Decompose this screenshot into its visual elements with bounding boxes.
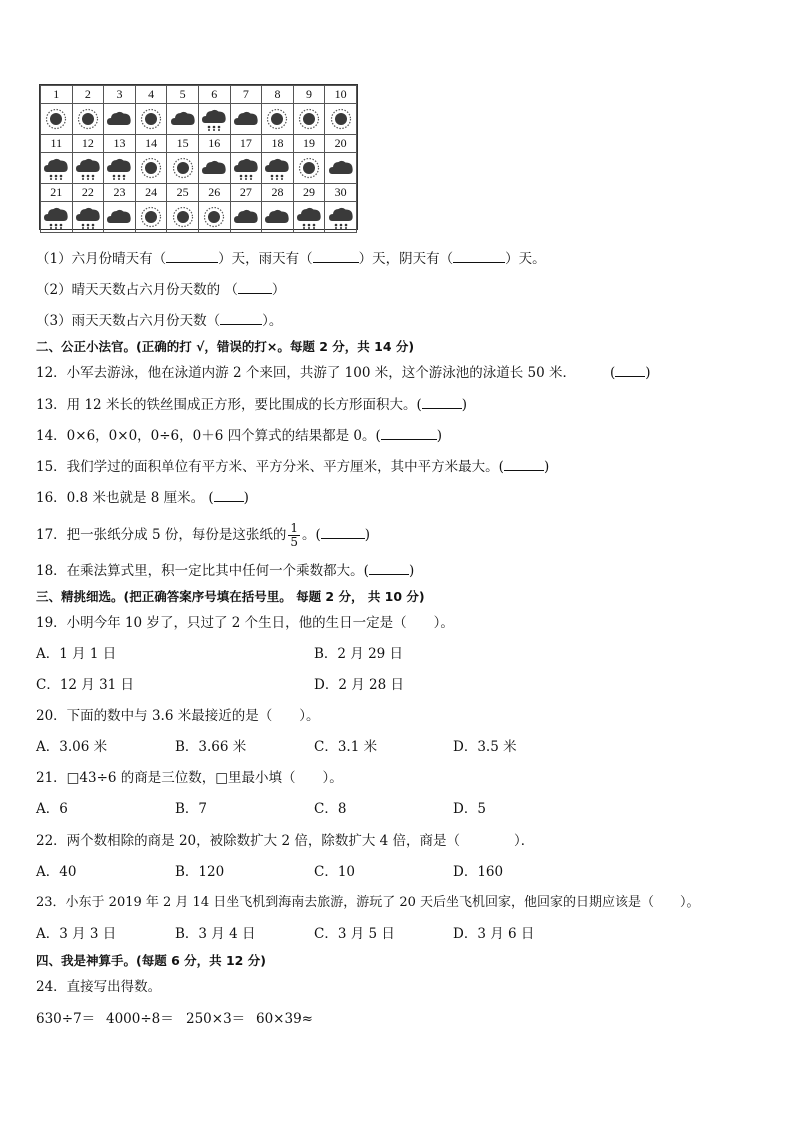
answer-blank[interactable]	[504, 458, 544, 471]
rainy-icon	[262, 153, 294, 184]
answer-blank[interactable]	[166, 250, 218, 263]
q11-part2	[36, 281, 285, 299]
q22-option-b[interactable]: B．120	[175, 864, 225, 880]
q14-text: 14．0×6，0×0，0÷6，0＋6 四个算式的结果都是 0。(	[36, 428, 381, 444]
answer-blank[interactable]	[381, 427, 437, 440]
calendar-day-number: 19	[293, 135, 325, 153]
cloudy-icon	[104, 104, 136, 135]
calendar-day-number: 29	[293, 184, 325, 202]
calc-item: 60×39≈	[256, 1011, 313, 1027]
q18	[36, 562, 414, 580]
section4-heading: 四、我是神算手。(每题 6 分，共 12 分)	[36, 953, 266, 968]
calendar-day-number: 5	[167, 86, 199, 104]
q17	[36, 520, 370, 550]
cloudy-icon	[262, 202, 294, 233]
calc-item: 4000÷8＝	[106, 1011, 174, 1027]
q12	[36, 364, 651, 382]
q21-option-a[interactable]: A．6	[36, 801, 68, 817]
q18-text: 18．在乘法算式里，积一定比其中任何一个乘数都大。(	[36, 563, 369, 579]
weather-calendar-table	[40, 85, 357, 233]
calendar-day-number: 10	[325, 86, 357, 104]
cloudy-icon	[198, 153, 230, 184]
q15-text: 15．我们学过的面积单位有平方米、平方分米、平方厘米，其中平方米最大。(	[36, 459, 504, 475]
sunny-icon	[135, 104, 167, 135]
sunny-icon	[135, 202, 167, 233]
q20-option-b[interactable]: B．3.66 米	[175, 739, 247, 755]
answer-blank[interactable]	[369, 562, 409, 575]
q11-part3-text-b: ）。	[262, 313, 283, 329]
q11-part1	[36, 250, 546, 268]
rainy-icon	[72, 153, 104, 184]
q24: 24．直接写出得数。	[36, 979, 162, 995]
rainy-icon	[293, 202, 325, 233]
sunny-icon	[293, 153, 325, 184]
q23: 23．小东于 2019 年 2 月 14 日坐飞机到海南去旅游，游玩了 20 天后坐飞机回家，他回家的日期应该是（ ）。	[36, 895, 700, 910]
rainy-icon	[41, 202, 73, 233]
calendar-day-number: 4	[135, 86, 167, 104]
calendar-day-number: 24	[135, 184, 167, 202]
section3-heading: 三、精挑细选。(把正确答案序号填在括号里。 每题 2 分， 共 10 分)	[36, 589, 425, 604]
q13	[36, 396, 467, 414]
q11-part2-text-a: （2）晴天天数占六月份天数的 （	[36, 282, 238, 298]
q15-paren-close: )	[543, 459, 550, 475]
calendar-day-number: 17	[230, 135, 262, 153]
q14-paren-close: )	[436, 428, 443, 444]
sunny-icon	[72, 104, 104, 135]
q15	[36, 458, 549, 476]
answer-blank[interactable]	[313, 250, 359, 263]
rainy-icon	[104, 153, 136, 184]
q21-option-b[interactable]: B．7	[175, 801, 208, 817]
answer-blank[interactable]	[615, 364, 645, 377]
q19-option-b[interactable]: B．2 月 29 日	[314, 646, 404, 662]
q14	[36, 427, 442, 445]
sunny-icon	[262, 104, 294, 135]
q12-paren-close: )	[645, 365, 651, 381]
calendar-day-number: 13	[104, 135, 136, 153]
q19-option-d[interactable]: D．2 月 28 日	[314, 677, 404, 693]
calendar-day-number: 20	[325, 135, 357, 153]
q17-paren-open: 。(	[302, 527, 321, 543]
q11-part1-text-a: （1）六月份晴天有（	[36, 251, 167, 267]
calendar-day-number: 27	[230, 184, 262, 202]
q12-paren-open: (	[609, 365, 616, 381]
weather-calendar	[39, 84, 358, 230]
calendar-day-number: 14	[135, 135, 167, 153]
q11-part1-text-c: ）天，阴天有（	[358, 251, 454, 267]
q23-option-c[interactable]: C．3 月 5 日	[314, 926, 395, 942]
q11-part1-text-d: ）天。	[505, 251, 546, 267]
calendar-day-number: 6	[198, 86, 230, 104]
answer-blank[interactable]	[220, 312, 262, 325]
q18-paren-close: )	[408, 563, 415, 579]
sunny-icon	[135, 153, 167, 184]
calendar-day-number: 7	[230, 86, 262, 104]
rainy-icon	[198, 104, 230, 135]
sunny-icon	[167, 202, 199, 233]
q21-option-c[interactable]: C．8	[314, 801, 347, 817]
q19-option-c[interactable]: C．12 月 31 日	[36, 677, 135, 693]
q21-option-d[interactable]: D．5	[453, 801, 486, 817]
q11-part1-text-b: ）天，雨天有（	[218, 251, 313, 267]
fraction-numerator: 1	[290, 521, 298, 535]
q17-text: 17．把一张纸分成 5 份，每份是这张纸的	[36, 527, 287, 543]
sunny-icon	[293, 104, 325, 135]
calendar-day-number: 9	[293, 86, 325, 104]
sunny-icon	[167, 153, 199, 184]
answer-blank[interactable]	[453, 250, 505, 263]
calendar-day-number: 12	[72, 135, 104, 153]
calendar-day-number: 23	[104, 184, 136, 202]
fraction-denominator: 5	[290, 535, 298, 549]
calendar-day-number: 22	[72, 184, 104, 202]
q22-option-a[interactable]: A．40	[36, 864, 77, 880]
q11-part2-text-b: ）	[271, 282, 286, 298]
q22-option-d[interactable]: D．160	[453, 864, 504, 880]
q16-text: 16．0.8 米也就是 8 厘米。 (	[36, 490, 214, 506]
calendar-day-number: 1	[41, 86, 73, 104]
q21: 21．□43÷6 的商是三位数，□里最小填（ ）。	[36, 770, 343, 786]
sunny-icon	[325, 104, 357, 135]
q23-option-d[interactable]: D．3 月 6 日	[453, 926, 535, 942]
calendar-day-number: 11	[41, 135, 73, 153]
rainy-icon	[41, 153, 73, 184]
q13-paren-close: )	[461, 397, 467, 413]
q20-option-d[interactable]: D．3.5 米	[453, 739, 517, 755]
section2-heading: 二、公正小法官。(正确的打 √，错误的打×。每题 2 分，共 14 分)	[36, 339, 415, 354]
cloudy-icon	[230, 104, 262, 135]
q22-option-c[interactable]: C．10	[314, 864, 356, 880]
q23-option-a[interactable]: A．3 月 3 日	[36, 926, 117, 942]
calendar-day-number: 21	[41, 184, 73, 202]
answer-blank[interactable]	[321, 526, 365, 539]
q16	[36, 489, 249, 507]
calendar-day-number: 15	[167, 135, 199, 153]
q16-paren-close: )	[243, 490, 249, 506]
q20: 20．下面的数中与 3.6 米最接近的是（ ）。	[36, 708, 320, 724]
q11-part3-text-a: （3）雨天天数占六月份天数（	[36, 313, 221, 329]
q19-option-a[interactable]: A．1 月 1 日	[36, 646, 117, 662]
calc-item: 250×3＝	[186, 1011, 246, 1027]
q23-option-b[interactable]: B．3 月 4 日	[175, 926, 256, 942]
q11-part3	[36, 312, 282, 330]
answer-blank[interactable]	[422, 396, 462, 409]
rainy-icon	[325, 202, 357, 233]
sunny-icon	[41, 104, 73, 135]
cloudy-icon	[325, 153, 357, 184]
calendar-day-number: 2	[72, 86, 104, 104]
calc-item: 630÷7＝	[36, 1011, 96, 1027]
q13-text: 13．用 12 米长的铁丝围成正方形，要比围成的长方形面积大。(	[36, 397, 422, 413]
calendar-day-number: 25	[167, 184, 199, 202]
calendar-day-number: 18	[262, 135, 294, 153]
calendar-day-number: 3	[104, 86, 136, 104]
q20-option-c[interactable]: C．3.1 米	[314, 739, 378, 755]
rainy-icon	[72, 202, 104, 233]
q17-paren-close: )	[364, 527, 371, 543]
calendar-day-number: 30	[325, 184, 357, 202]
answer-blank[interactable]	[238, 281, 272, 294]
answer-blank[interactable]	[214, 489, 244, 502]
calendar-day-number: 26	[198, 184, 230, 202]
q12-text: 12．小军去游泳，他在泳道内游 2 个来回，共游了 100 米，这个游泳池的泳道长 50 米．	[36, 365, 576, 381]
cloudy-icon	[167, 104, 199, 135]
rainy-icon	[230, 153, 262, 184]
calendar-day-number: 8	[262, 86, 294, 104]
q20-option-a[interactable]: A．3.06 米	[36, 739, 108, 755]
calendar-day-number: 16	[198, 135, 230, 153]
cloudy-icon	[104, 202, 136, 233]
calendar-day-number: 28	[262, 184, 294, 202]
sunny-icon	[198, 202, 230, 233]
q22: 22．两个数相除的商是 20，被除数扩大 2 倍，除数扩大 4 倍，商是（ ）．	[36, 833, 535, 849]
cloudy-icon	[230, 202, 262, 233]
fraction-one-fifth	[288, 522, 300, 549]
q19: 19．小明今年 10 岁了，只过了 2 个生日，他的生日一定是（ ）。	[36, 615, 454, 631]
